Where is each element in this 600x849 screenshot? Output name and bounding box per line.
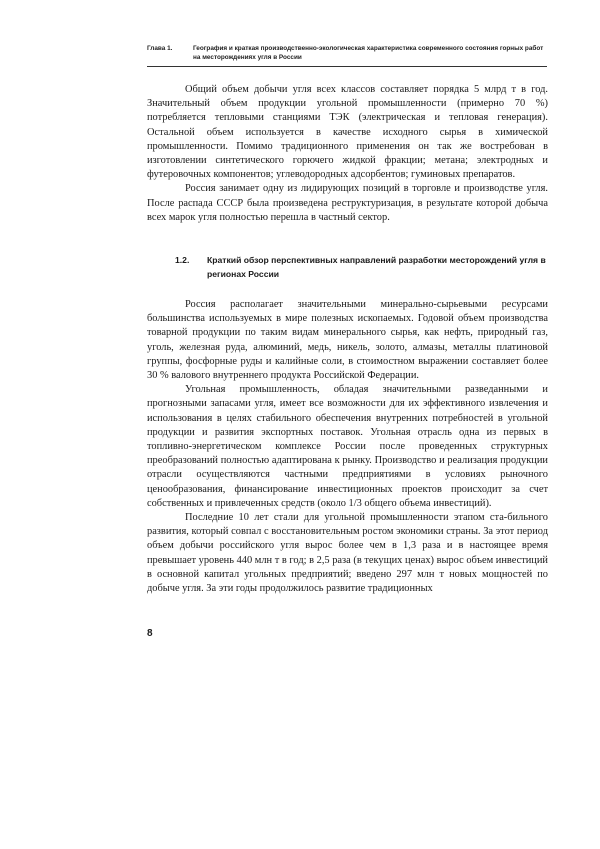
chapter-label: Глава 1. bbox=[147, 45, 173, 52]
intro-text bbox=[147, 83, 548, 225]
page-number: 8 bbox=[147, 628, 153, 639]
section-number: 1.2. bbox=[175, 255, 190, 265]
paragraph: Россия занимает одну из лидирующих позиций в торговле и производстве угля. После распада СССР была произведена реструктуризация, в результате которой добыча всех марок угля полностью перешла в частный сектор. bbox=[147, 183, 548, 223]
paragraph: Россия располагает значительными минерально-сырьевыми ресурсами большинства используемых в мире полезных ископаемых. Годовой объем производства товарной продукции по таким видам минерального сырья, как нефть, природный газ, уголь, железная руда, алюминий, медь, никель, золото, алмазы, металлы платиновой группы, фосфорные руды и калийные соли, в стоимостном выражении составляет более 30 % валового внутреннего продукта Российской Федерации. bbox=[147, 299, 548, 382]
chapter-title: География и краткая производственно-экологическая характеристика современного состояния горных работ на месторождениях угля в России bbox=[193, 45, 544, 61]
section-heading bbox=[175, 253, 547, 281]
header-rule bbox=[147, 66, 547, 67]
section-text bbox=[147, 298, 548, 596]
section-title: Краткий обзор перспективных направлений разработки месторождений угля в регионах России bbox=[207, 255, 546, 279]
paragraph: Общий объем добычи угля всех классов составляет порядка 5 млрд т в год. Значительный объем продукции угольной промышленности (примерно 70 %) потребляется тепловыми станциями ТЭК (электрическая и тепловая генерация). Остальной объем используется в качестве исходного сырья в химической промышленности. Помимо традиционного применения он так же востребован в изготовлении синтетического горючего жидкой фракции; метана; электродных и футеровочных компонентов; углеводородных адсорбентов; гуминовых препаратов. bbox=[147, 84, 548, 181]
paragraph: Последние 10 лет стали для угольной промышленности этапом ста-бильного развития, который совпал с восстановительным ростом экономики страны. За этот период объем добычи российского угля вырос более чем в 1,3 раза и в настоящее время превышает уровень 440 млн т в год; в 2,5 раза (в текущих ценах) вырос объем инвестиций в основной капитал угольных предприятий; введено 297 млн т новых мощностей по добыче угля. За эти годы продолжилось развитие традиционных bbox=[147, 512, 548, 595]
paragraph: Угольная промышленность, обладая значительными разведанными и прогнозными запасами угля, имеет все возможности для их эффективного извлечения и использования в целях стабильного обеспечения внутренних потребностей в угольной продукции и развития экспортных поставок. Угольная отрасль одна из первых в топливно-энергетическом комплексе России после проведенных структурных преобразований полностью адаптирована к рынку. Производство и реализация продукции отрасли осуществляются частными предприятиями в условиях рыночного ценообразования, финансирование инвестиционных проектов происходит за счет собственных и привлеченных средств (около 1/3 общего объема инвестиций). bbox=[147, 384, 548, 509]
running-header bbox=[147, 44, 547, 62]
